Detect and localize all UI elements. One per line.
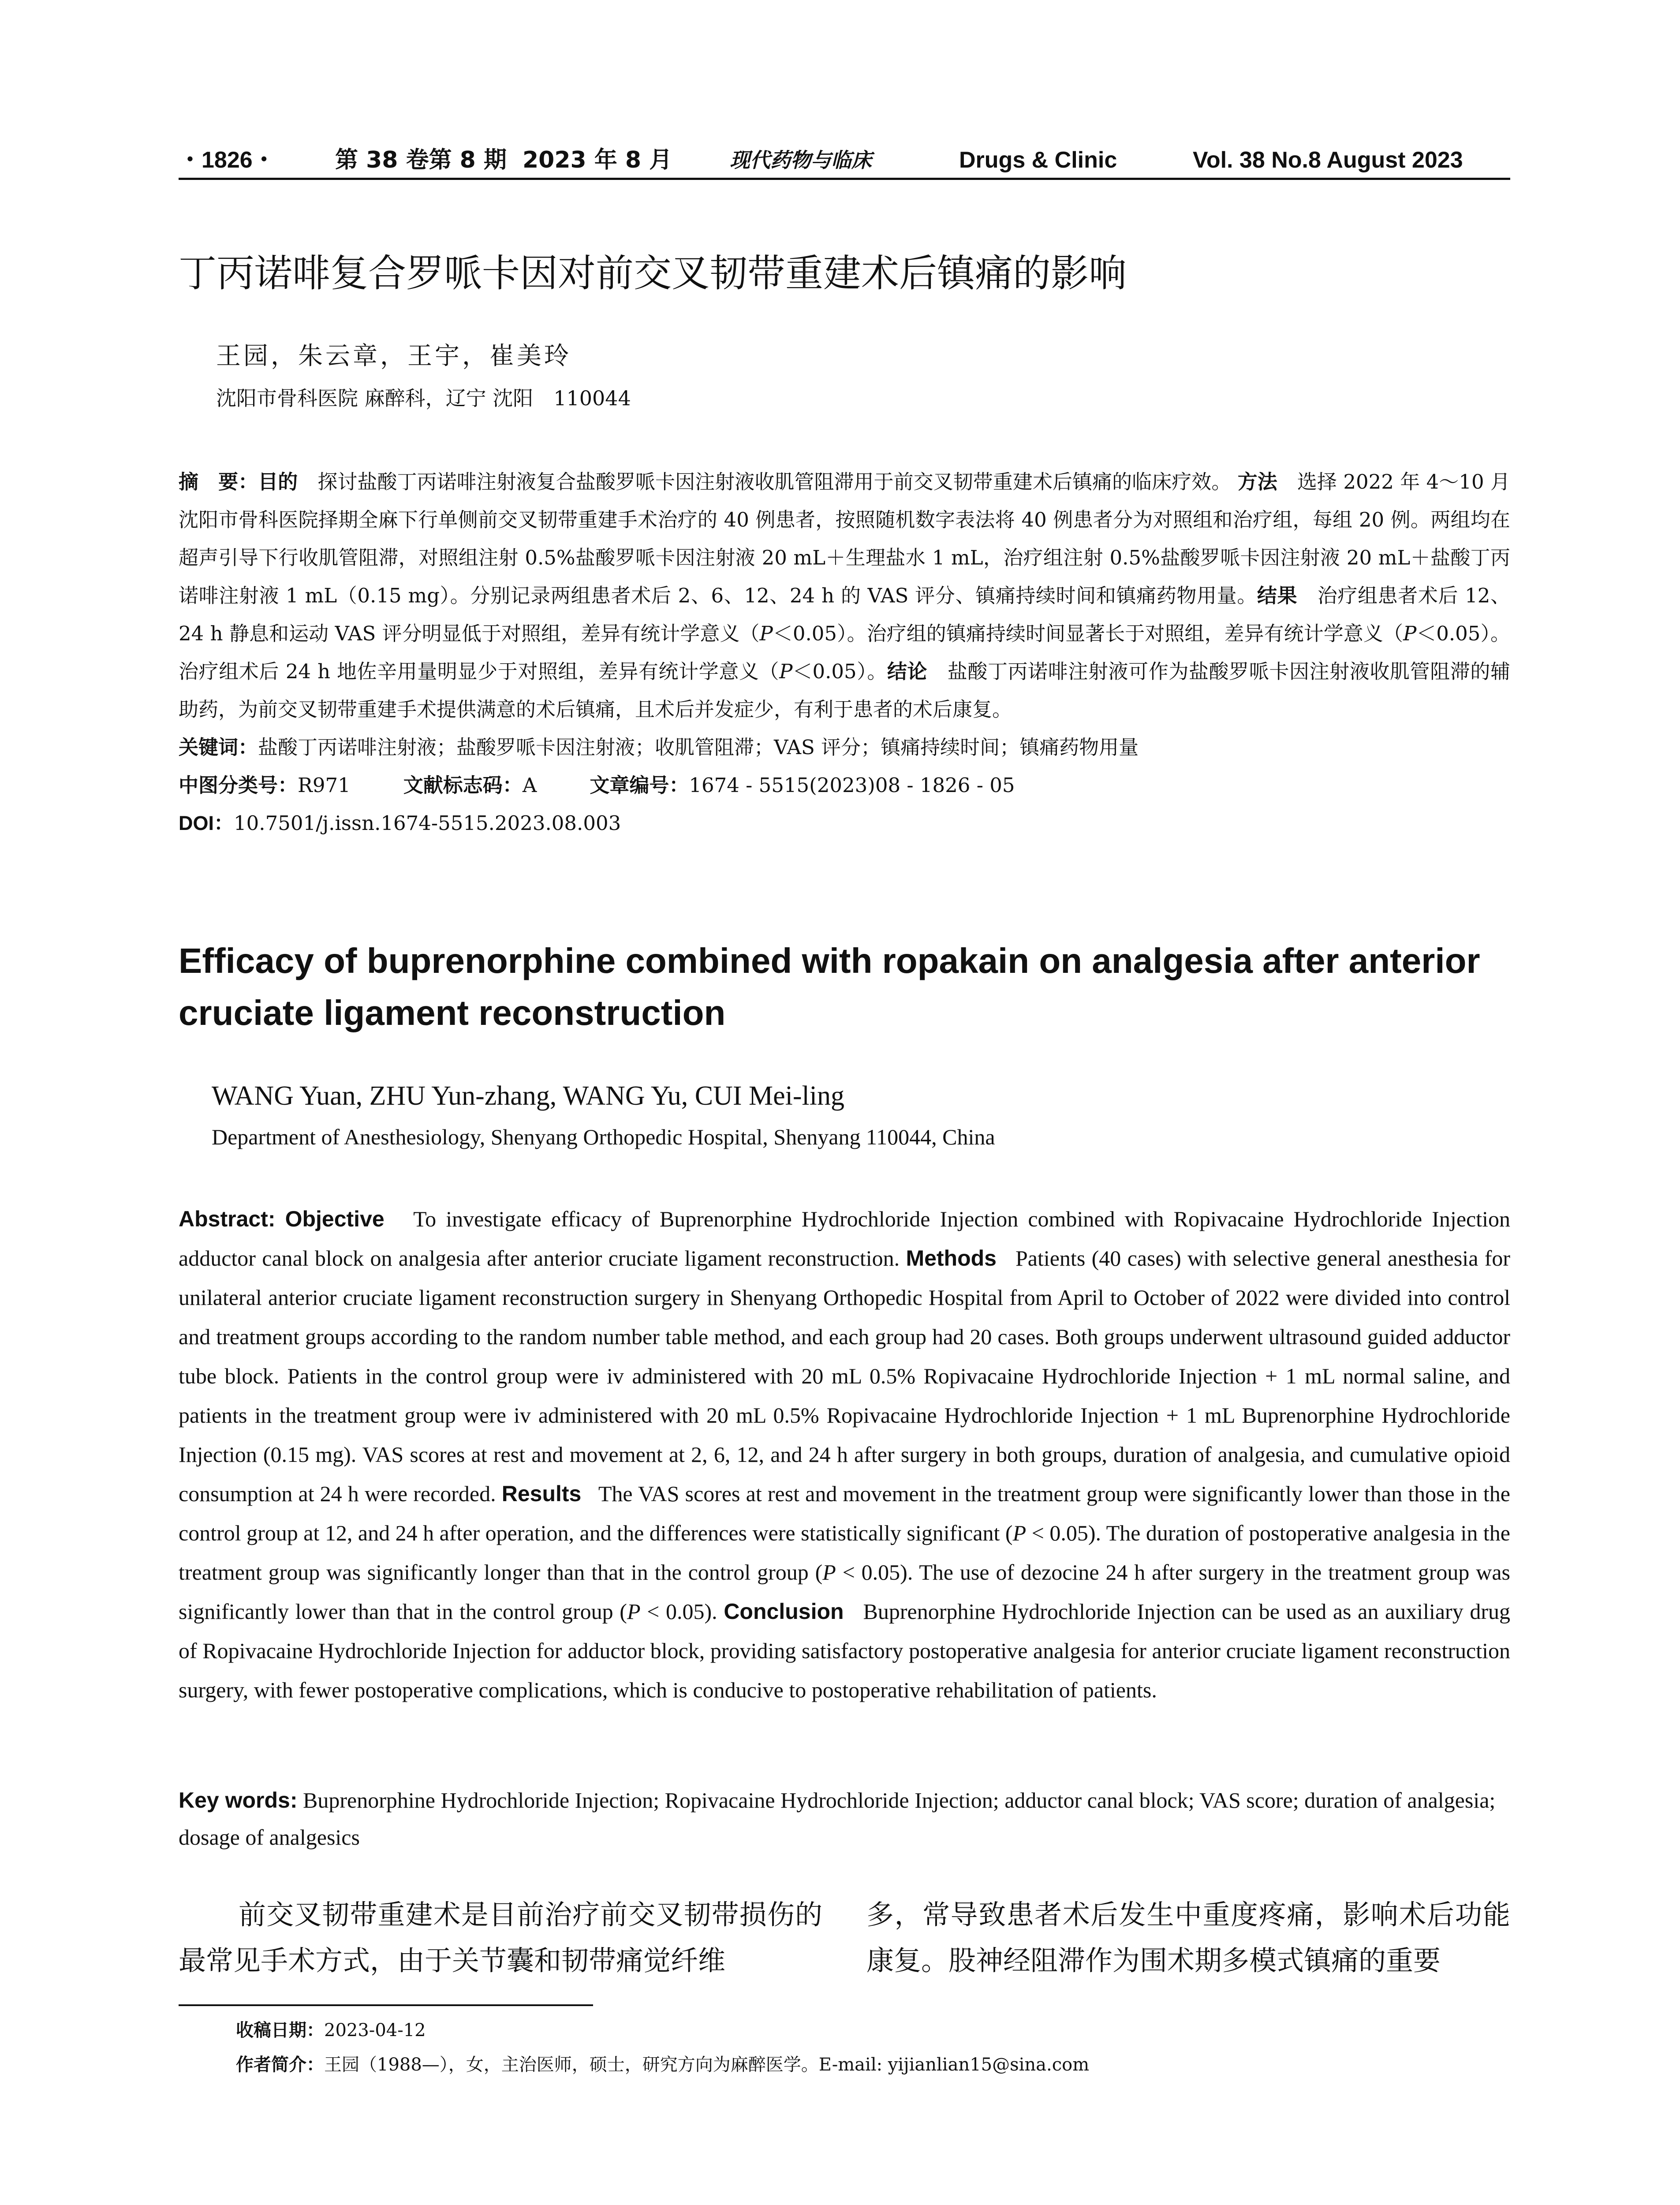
abstract-en — [179, 1200, 1510, 1710]
results-text-en-3: < 0.05). The use of dezocine 24 h after surgery in the treatment group was significantly lower than that in the control group ( — [179, 1560, 1510, 1624]
body-column-right: 多，常导致患者术后发生中重度疼痛，影响术后功能康复。股神经阻滞作为围术期多模式镇痛的重要 — [866, 1899, 1510, 1977]
clc-label: 中图分类号： — [179, 774, 298, 797]
results-text-en-4: < 0.05). — [640, 1599, 717, 1624]
affiliation-en: Department of Anesthesiology, Shenyang Orthopedic Hospital, Shenyang 110044, China — [212, 1125, 995, 1149]
p-symbol: P — [1012, 1521, 1027, 1545]
results-label-zh: 结果 — [1257, 584, 1298, 607]
volume-issue-zh: 第 38 卷第 8 期 — [335, 147, 507, 173]
conclusion-text-zh: 盐酸丁丙诺啡注射液可作为盐酸罗哌卡因注射液收肌管阻滞的辅助药，为前交叉韧带重建手术提供满意的术后镇痛，且术后并发症少，有利于患者的术后康复。 — [179, 660, 1510, 721]
results-text-en-2: < 0.05). The duration of postoperative analgesia in the treatment group was significantly longer than that in the control group ( — [179, 1521, 1510, 1585]
author-bio-label: 作者简介： — [236, 2055, 324, 2075]
article-no-value: 1674 - 5515(2023)08 - 1826 - 05 — [689, 774, 1015, 797]
paper-title-zh: 丁丙诺啡复合罗哌卡因对前交叉韧带重建术后镇痛的影响 — [179, 251, 1127, 295]
results-text-en-1: The VAS scores at rest and movement in the treatment group were significantly lower than those in the control group at 12, and 24 h after operation, and the differences were statistically significant ( — [179, 1481, 1510, 1545]
journal-name-en: Drugs & Clinic — [959, 147, 1117, 173]
doc-code-value: A — [522, 774, 537, 797]
keywords-en — [179, 1782, 1510, 1856]
p-symbol: P — [627, 1599, 641, 1624]
p-symbol: P — [1403, 622, 1417, 645]
methods-text-en: Patients (40 cases) with selective general anesthesia for unilateral anterior cruciate ligament reconstruction surgery in Shenyang Orthopedic Hospital from April to October of 2022 were divided into control and treatment groups according to the random number table method, and each group had 20 cases. Both groups underwent ultrasound guided adductor tube block. Patients in the control group were iv administered with 20 mL 0.5% Ropivacaine Hydrochloride Injection + 1 mL normal saline, and patients in the treatment group were iv administered with 20 mL 0.5% Ropivacaine Hydrochloride Injection + 1 mL Buprenorphine Hydrochloride Injection (0.15 mg). VAS scores at rest and movement at 2, 6, 12, and 24 h after surgery in both groups, duration of analgesia, and cumulative opioid consumption at 24 h were recorded. — [179, 1246, 1511, 1506]
results-text-zh-2: ＜0.05）。治疗组的镇痛持续时间显著长于对照组，差异有统计学意义（ — [773, 622, 1403, 645]
date-zh: 2023 年 8 月 — [523, 147, 672, 173]
conclusion-label-en: Conclusion — [724, 1599, 844, 1624]
authors-en: WANG Yuan, ZHU Yun-zhang, WANG Yu, CUI Mei-ling — [212, 1081, 844, 1111]
body-column-left: 前交叉韧带重建术是目前治疗前交叉韧带损伤的最常见手术方式，由于关节囊和韧带痛觉纤维 — [179, 1899, 822, 1977]
keywords-label-zh: 关键词： — [179, 736, 258, 759]
author-bio-line — [236, 2048, 1515, 2082]
footnotes — [236, 2013, 1515, 2082]
abstract-label-zh: 摘 要： — [179, 470, 258, 493]
keywords-label-en: Key words: — [179, 1788, 298, 1813]
methods-label-zh: 方法 — [1237, 470, 1277, 493]
received-date-line — [236, 2013, 1515, 2048]
methods-text-zh: 选择 2022 年 4～10 月沈阳市骨科医院择期全麻下行单侧前交叉韧带重建手术治疗的 40 例患者，按照随机数字表法将 40 例患者分为对照组和治疗组，每组 20 例。两组均在超声引导下行收肌管阻滞，对照组注射 0.5%盐酸罗哌卡因注射液 20 mL＋生理盐水 1 mL，治疗组注射 0.5%盐酸罗哌卡因注射液 20 mL＋盐酸丁丙诺啡注射液 1 mL（0.15 mg）。分别记录两组患者术后 2、6、12、24 h 的 VAS 评分、镇痛持续时间和镇痛药物用量。 — [179, 470, 1510, 607]
p-symbol: P — [822, 1560, 836, 1585]
keywords-text-en: Buprenorphine Hydrochloride Injection; Ropivacaine Hydrochloride Injection; adductor canal block; VAS score; duration of analgesia; dosage of analgesics — [179, 1788, 1496, 1850]
keywords-text-zh: 盐酸丁丙诺啡注射液；盐酸罗哌卡因注射液；收肌管阻滞；VAS 评分；镇痛持续时间；镇痛药物用量 — [258, 736, 1139, 759]
volume-issue-en: Vol. 38 No.8 August 2023 — [1193, 147, 1463, 173]
p-symbol: P — [759, 622, 773, 645]
received-date: 2023-04-12 — [324, 2020, 426, 2041]
header-rule — [179, 178, 1510, 180]
methods-label-en: Methods — [906, 1246, 997, 1271]
paper-title-en: Efficacy of buprenorphine combined with ropakain on analgesia after anterior cruciate ligament reconstruction — [179, 941, 1480, 1032]
doc-code-label: 文献标志码： — [403, 774, 523, 797]
results-text-zh-4: ＜0.05）。 — [792, 660, 887, 683]
objective-text-en: To investigate efficacy of Buprenorphine Hydrochloride Injection combined with Ropivacaine Hydrochloride Injection adductor canal block on analgesia after anterior cruciate ligament reconstruction. — [179, 1207, 1510, 1271]
journal-name-zh: 现代药物与临床 — [730, 148, 872, 172]
doi-value: 10.7501/j.issn.1674-5515.2023.08.003 — [234, 811, 621, 835]
page-number: ・1826・ — [179, 147, 276, 173]
abstract-zh — [179, 463, 1510, 842]
authors-zh: 王园，朱云章，王宇，崔美玲 — [216, 342, 571, 370]
objective-text-zh: 探讨盐酸丁丙诺啡注射液复合盐酸罗哌卡因注射液收肌管阻滞用于前交叉韧带重建术后镇痛的临床疗效。 — [317, 470, 1232, 493]
p-symbol: P — [779, 660, 793, 683]
running-header — [179, 140, 1510, 180]
footnote-rule — [179, 2004, 593, 2006]
received-label: 收稿日期： — [236, 2020, 324, 2041]
conclusion-label-zh: 结论 — [887, 660, 928, 683]
classification-line — [179, 766, 1510, 804]
article-no-label: 文章编号： — [590, 774, 689, 797]
doi-line — [179, 804, 1510, 842]
doi-label: DOI： — [179, 812, 234, 834]
results-text-zh-1: 治疗组患者术后 12、24 h 静息和运动 VAS 评分明显低于对照组，差异有统计学意义（ — [179, 584, 1510, 645]
objective-label-zh: 目的 — [258, 470, 298, 493]
abstract-label-en: Abstract: — [179, 1207, 276, 1231]
affiliation-zh: 沈阳市骨科医院 麻醉科，辽宁 沈阳 110044 — [216, 386, 631, 410]
author-bio: 王园（1988—），女，主治医师，硕士，研究方向为麻醉医学。E-mail: yijianlian15@sina.com — [324, 2055, 1090, 2075]
objective-label-en: Objective — [285, 1207, 385, 1231]
results-label-en: Results — [501, 1481, 582, 1506]
keywords-zh — [179, 729, 1510, 766]
results-text-zh-3: ＜0.05）。治疗组术后 24 h 地佐辛用量明显少于对照组，差异有统计学意义（ — [179, 622, 1511, 683]
conclusion-text-en: Buprenorphine Hydrochloride Injection can be used as an auxiliary drug of Ropivacaine Hydrochloride Injection for adductor block, providing satisfactory postoperative analgesia for anterior cruciate ligament reconstruction surgery, with fewer postoperative complications, which is conducive to postoperative rehabilitation of patients. — [179, 1599, 1510, 1702]
clc-value: R971 — [298, 774, 351, 797]
